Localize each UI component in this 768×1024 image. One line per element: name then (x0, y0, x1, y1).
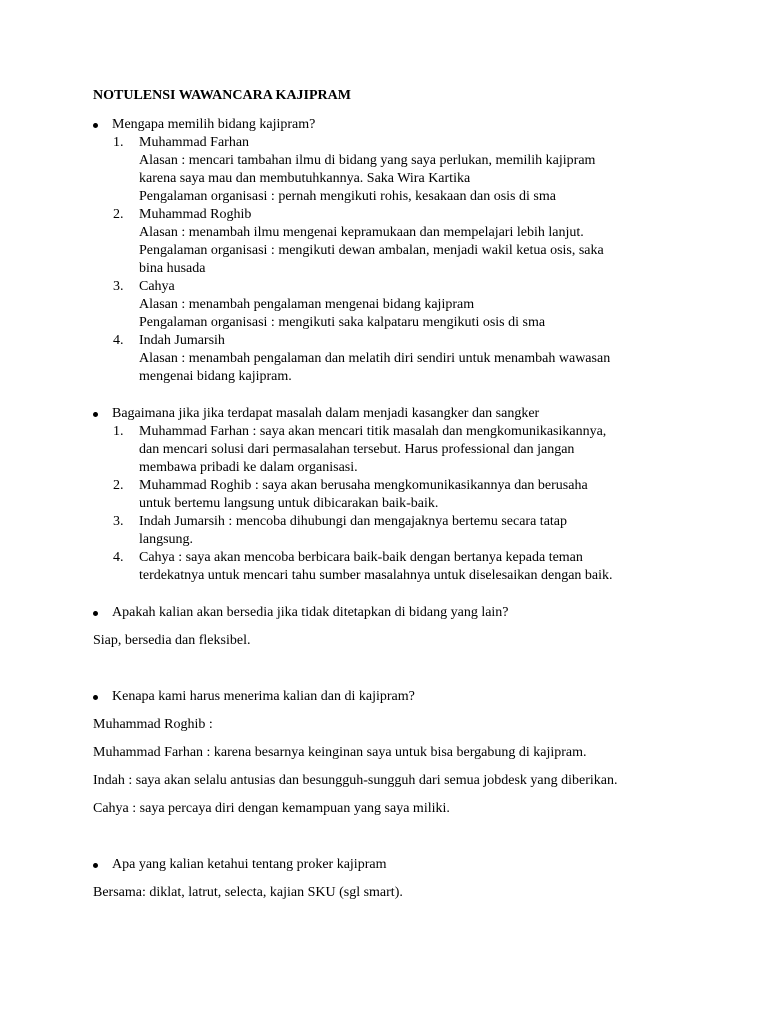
question-5-text: Apa yang kalian ketahui tentang proker kajipram (112, 857, 387, 872)
question-4-answer-roghib: Muhammad Roghib : (93, 717, 213, 732)
question-4-answer-indah: Indah : saya akan selalu antusias dan besungguh-sungguh dari semua jobdesk yang diberikan. (93, 773, 618, 788)
list-line: Pengalaman organisasi : pernah mengikuti rohis, kesakaan dan osis di sma (139, 189, 556, 204)
question-2-text: Bagaimana jika jika terdapat masalah dalam menjadi kasangker dan sangker (112, 406, 540, 421)
question-4-answer-cahya: Cahya : saya percaya diri dengan kemampuan yang saya miliki. (93, 801, 450, 816)
list-item (113, 332, 673, 386)
list-line: Pengalaman organisasi : mengikuti saka kalpataru mengikuti osis di sma (139, 315, 546, 330)
question-5-answer: Bersama: diklat, latrut, selecta, kajian SKU (sgl smart). (93, 885, 403, 900)
bullet-dot-icon (93, 123, 98, 128)
list-line: karena saya mau dan membutuhkannya. Saka Wira Kartika (139, 171, 471, 186)
question-2-answer-list (113, 423, 673, 585)
list-number: 4. (113, 550, 124, 565)
question-1-text: Mengapa memilih bidang kajipram? (112, 117, 316, 132)
list-line: membawa pribadi ke dalam organisasi. (139, 460, 358, 475)
bullet-dot-icon (93, 863, 98, 868)
list-line: Alasan : menambah pengalaman dan melatih diri sendiri untuk menambah wawasan (139, 351, 611, 366)
bullet-dot-icon (93, 412, 98, 417)
list-line: Muhammad Farhan (139, 135, 250, 150)
list-number: 2. (113, 207, 124, 222)
list-item (113, 206, 673, 278)
list-number: 3. (113, 514, 124, 529)
list-line: Pengalaman organisasi : mengikuti dewan ambalan, menjadi wakil ketua osis, saka (139, 243, 604, 258)
list-line: Cahya (139, 279, 175, 294)
list-line: Muhammad Roghib (139, 207, 252, 222)
list-number: 1. (113, 424, 124, 439)
list-number: 1. (113, 135, 124, 150)
list-item (113, 423, 673, 477)
list-number: 4. (113, 333, 124, 348)
question-4-text: Kenapa kami harus menerima kalian dan di kajipram? (112, 689, 415, 704)
question-3-answer: Siap, bersedia dan fleksibel. (93, 633, 251, 648)
list-number: 2. (113, 478, 124, 493)
list-line: mengenai bidang kajipram. (139, 369, 292, 384)
list-line: Alasan : menambah pengalaman mengenai bidang kajipram (139, 297, 475, 312)
list-line: bina husada (139, 261, 206, 276)
list-line: Indah Jumarsih : mencoba dihubungi dan mengajaknya bertemu secara tatap (139, 514, 568, 529)
list-item (113, 513, 673, 549)
question-3-text: Apakah kalian akan bersedia jika tidak ditetapkan di bidang yang lain? (112, 605, 509, 620)
list-item (113, 278, 673, 332)
list-line: langsung. (139, 532, 194, 547)
list-line: Alasan : mencari tambahan ilmu di bidang yang saya perlukan, memilih kajipram (139, 153, 596, 168)
bullet-dot-icon (93, 695, 98, 700)
list-line: Indah Jumarsih (139, 333, 225, 348)
list-line: Cahya : saya akan mencoba berbicara baik-baik dengan bertanya kepada teman (139, 550, 583, 565)
list-line: Muhammad Roghib : saya akan berusaha mengkomunikasikannya dan berusaha (139, 478, 588, 493)
list-item (113, 549, 673, 585)
question-4-answer-farhan: Muhammad Farhan : karena besarnya keinginan saya untuk bisa bergabung di kajipram. (93, 745, 587, 760)
list-number: 3. (113, 279, 124, 294)
question-1-answer-list (113, 134, 673, 386)
list-line: terdekatnya untuk mencari tahu sumber masalahnya untuk diselesaikan dengan baik. (139, 568, 613, 583)
list-line: Muhammad Farhan : saya akan mencari titik masalah dan mengkomunikasikannya, (139, 424, 607, 439)
list-line: Alasan : menambah ilmu mengenai kepramukaan dan mempelajari lebih lanjut. (139, 225, 584, 240)
document-title: NOTULENSI WAWANCARA KAJIPRAM (93, 88, 351, 103)
list-item (113, 134, 673, 206)
list-line: untuk bertemu langsung untuk dibicarakan baik-baik. (139, 496, 439, 511)
list-item (113, 477, 673, 513)
list-line: dan mencari solusi dari permasalahan tersebut. Harus professional dan jangan (139, 442, 575, 457)
bullet-dot-icon (93, 611, 98, 616)
